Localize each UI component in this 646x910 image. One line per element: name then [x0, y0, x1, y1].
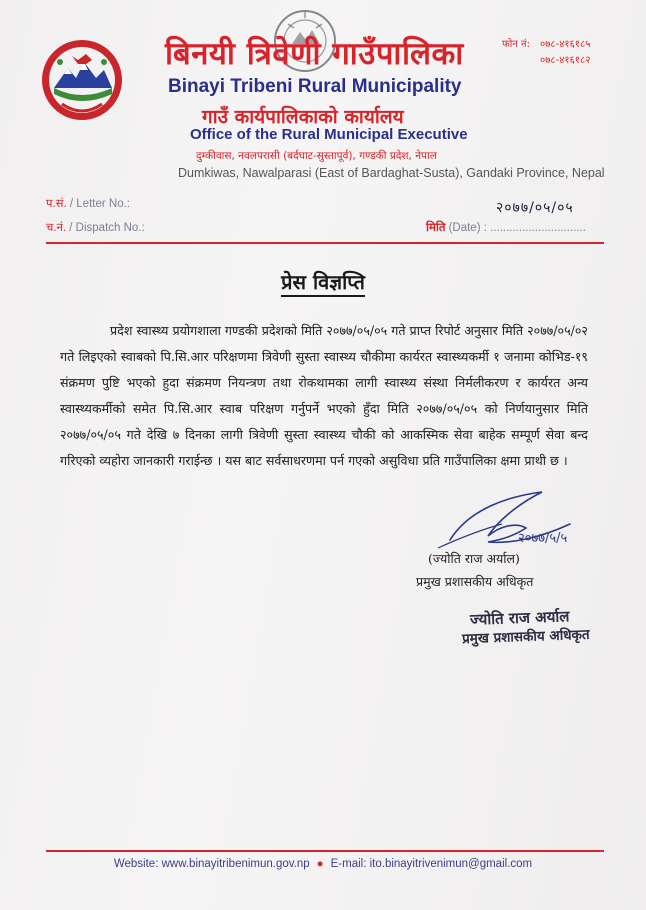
letter-number-label-np: प.सं. — [46, 198, 67, 210]
header-divider — [46, 242, 604, 244]
footer-email[interactable]: E-mail: ito.binayitrivenimun@gmail.com — [330, 858, 533, 870]
letter-date-value: २०७७/०५/०५ — [496, 200, 574, 216]
phone-label: फोन नं: — [502, 39, 530, 50]
footer-separator-dot: ● — [316, 858, 324, 870]
municipality-title-english: Binayi Tribeni Rural Municipality — [168, 76, 462, 97]
notice-heading — [0, 268, 646, 295]
signature-date: २०७७/५/५ — [518, 531, 568, 546]
dispatch-number-label-np: च.नं. — [46, 222, 67, 234]
address-english: Dumkiwas, Nawalparasi (East of Bardaghat-Susta), Gandaki Province, Nepal — [178, 166, 605, 180]
date-label — [426, 220, 586, 235]
nepal-emblem-logo — [40, 38, 124, 122]
address-nepali: दुम्कीवास, नवलपरासी (बर्दघाट-सुस्तापूर्व), गण्डकी प्रदेश, नेपाल — [196, 150, 437, 162]
title-stamp: प्रमुख प्रशासकीय अधिकृत — [461, 626, 590, 648]
municipality-title-nepali: बिनयी त्रिवेणी गाउँपालिका — [165, 36, 464, 72]
office-title-nepali: गाउँ कार्यपालिकाको कार्यालय — [202, 106, 404, 128]
letter-number-label — [46, 196, 130, 211]
office-title-english: Office of the Rural Municipal Executive — [190, 126, 468, 143]
notice-body: प्रदेश स्वास्थ्य प्रयोगशाला गण्डकी प्रदेशको मिति २०७७/०५/०५ गते प्राप्त रिपोर्ट अनुसार मिति २०७७/०५/०२ गते लिइएको स्वाबको पि.सि.आर परिक्षणमा त्रिवेणी सुस्ता स्वास्थ्य चौकीमा कार्यरत स्वास्थ्यकर्मी १ जनामा कोभिड-१९ संक्रमण पुष्टि भएको हुदा संक्रमण नियन्त्रण तथा रोकथामका लागी स्वास्थ्य संस्था निर्मलीकरण र कार्यरत अन्य स्वास्थ्यकर्मीको समेत पि.सि.आर स्वाब परिक्षण गर्नुपर्ने भएको हुँदा मिति २०७७/०५/०५ को निर्णयानुसार मिति २०७७/०५/०५ गते देखि ७ दिनका लागी त्रिवेणी सुस्ता स्वास्थ्य चौकी को आकस्मिक सेवा बाहेक सम्पूर्ण सेवा बन्द गरिएको व्यहोरा जानकारी गराईन्छ । यस बाट सर्वसाधरणमा पर्न गएको असुविधा प्रति गाउँपालिका क्षमा प्राथी छ । — [60, 323, 588, 468]
footer-contact — [0, 858, 646, 870]
footer-divider — [46, 850, 604, 852]
date-label-en: (Date) : .............................. — [445, 222, 586, 234]
signer-title: प्रमुख प्रशासकीय अधिकृत — [416, 574, 534, 589]
phone-number-2: ०७८-४१६१८२ — [540, 55, 591, 66]
signer-name: (ज्योति राज अर्याल) — [428, 551, 520, 566]
footer-website[interactable]: Website: www.binayitribenimun.gov.np — [113, 858, 310, 870]
date-label-np: मिति — [426, 222, 446, 234]
dispatch-number-label-en: / Dispatch No.: — [66, 222, 145, 234]
dispatch-number-label — [46, 220, 145, 235]
notice-heading-text: प्रेस विज्ञप्ति — [281, 270, 365, 297]
name-stamp: ज्योति राज अर्याल — [469, 607, 570, 629]
phone-number-1: ०७८-४१६१८५ — [540, 39, 591, 50]
letter-number-label-en: / Letter No.: — [66, 198, 130, 210]
